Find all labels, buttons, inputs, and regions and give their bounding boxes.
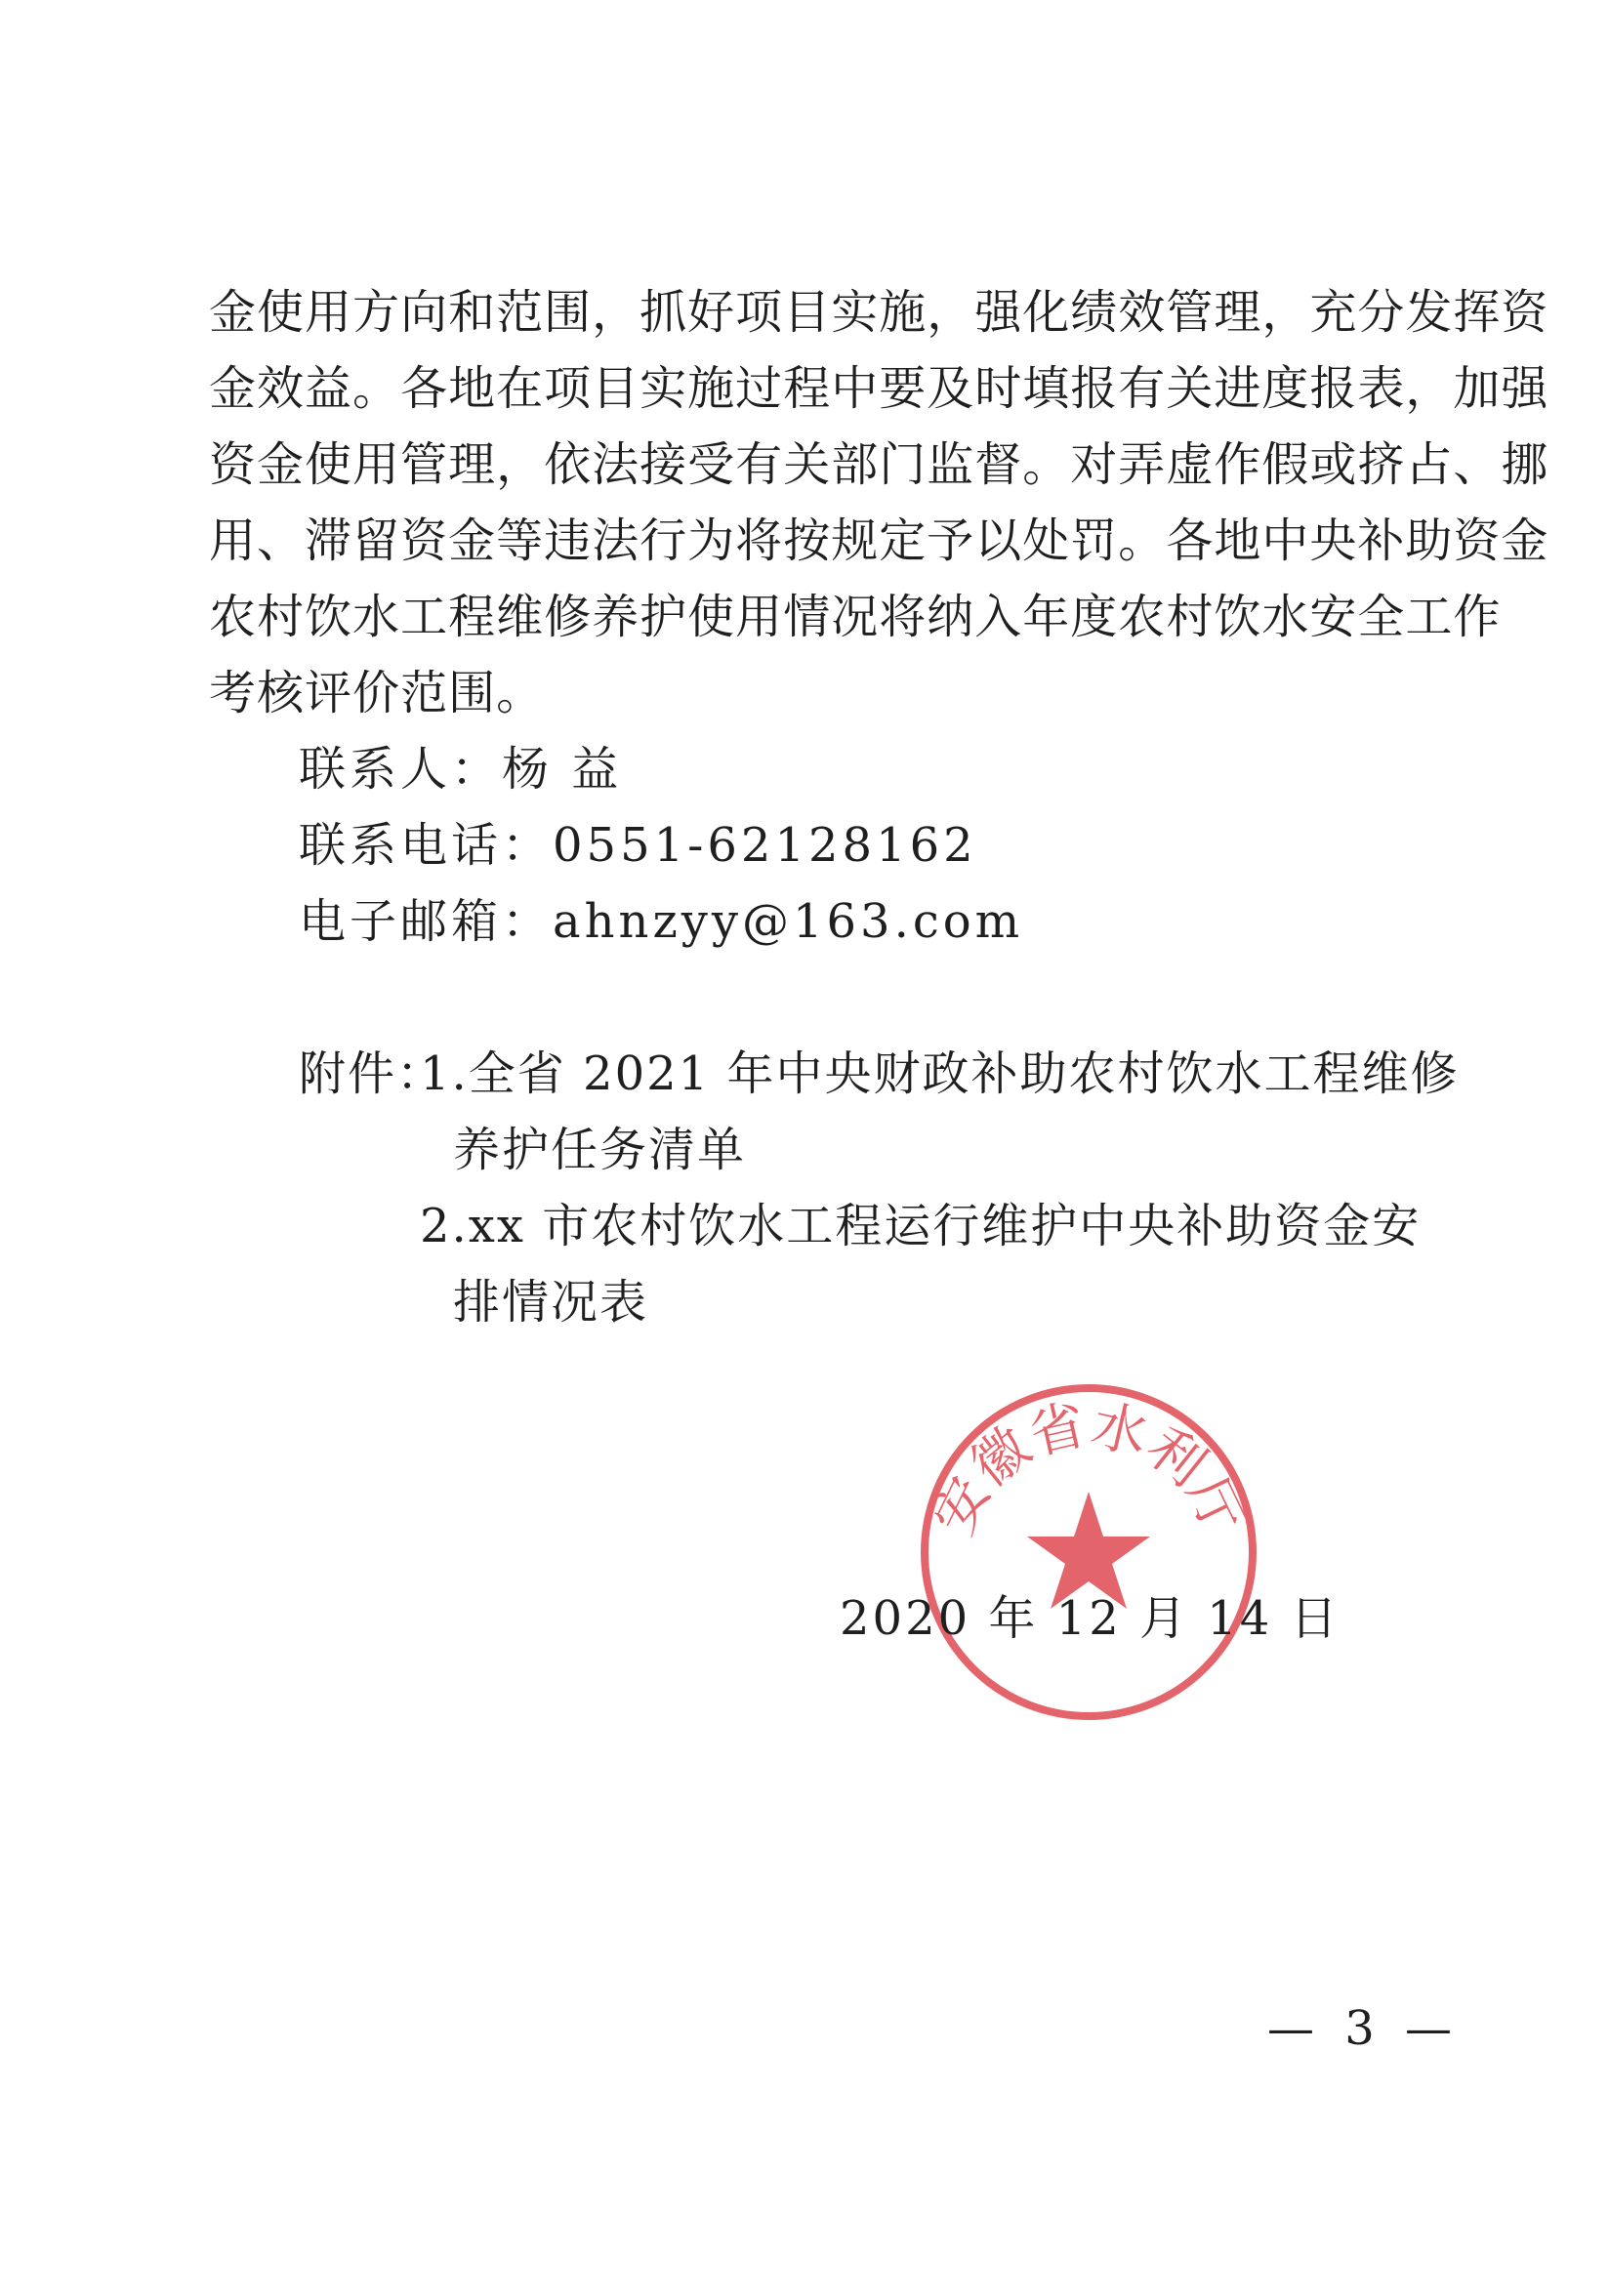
contact-person: 联系人：杨 益 xyxy=(299,742,623,797)
attachment-item-2-cont: 排情况表 xyxy=(453,1275,649,1330)
paragraph-line: 用 、 滞 留 资 金 等 违 法 行 为 将 按 规 定 予 以 处 罚 。 各 地 中 央 补 助 资 金 xyxy=(209,513,1549,568)
seal-text: 安徽省水利厅 xyxy=(922,1393,1256,1544)
page-number: — 3 — xyxy=(1267,2001,1461,2056)
paragraph-line: 农 村 饮 水 工 程 维 修 养 护 使 用 情 况 将 纳 入 年 度 农 村 饮 水 安 全 工 作 xyxy=(209,590,1502,644)
attachments-label: 附件： xyxy=(299,1046,446,1101)
attachment-item-1: 1.全省 2021 年中央财政补助农村饮水工程维修 xyxy=(420,1046,1460,1101)
attachment-item-1-cont: 养护任务清单 xyxy=(453,1123,747,1177)
contact-phone: 联系电话：0551-62128162 xyxy=(299,818,977,873)
paragraph-line: 考 核 评 价 范 围 。 xyxy=(209,666,545,720)
official-seal xyxy=(913,1376,1264,1728)
paragraph-line: 金 效 益 。 各 地 在 项 目 实 施 过 程 中 要 及 时 填 报 有 关 进 度 报 表 ， 加 强 xyxy=(209,361,1549,416)
paragraph-line: 金 使 用 方 向 和 范 围 ， 抓 好 项 目 实 施 ， 强 化 绩 效 管 理 ， 充 分 发 挥 资 xyxy=(209,285,1549,340)
contact-email: 电子邮箱：ahnzyy@163.com xyxy=(299,894,1024,949)
document-date: 2020 年 12 月 14 日 xyxy=(840,1591,1341,1646)
attachment-item-2: 2.xx 市农村饮水工程运行维护中央补助资金安 xyxy=(420,1199,1422,1253)
paragraph-line: 资 金 使 用 管 理 ， 依 法 接 受 有 关 部 门 监 督 。 对 弄 虚 作 假 或 挤 占 、 挪 xyxy=(209,437,1549,492)
